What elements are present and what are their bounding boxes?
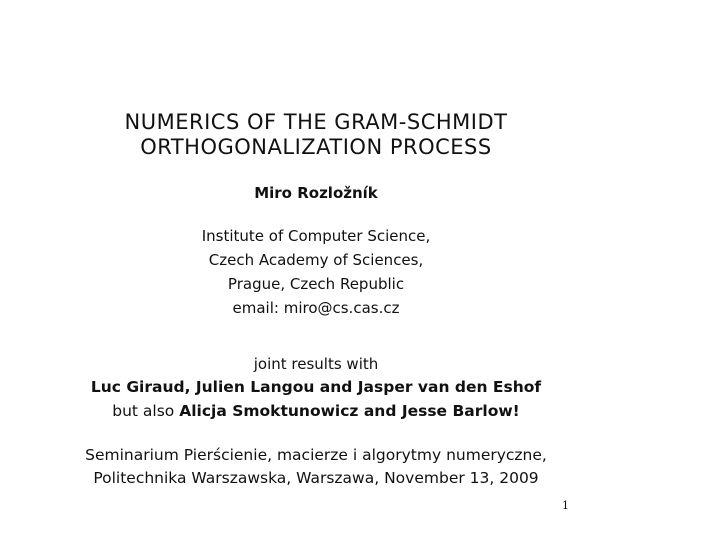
seminar-line-2: Politechnika Warszawska, Warszawa, November 13, 2009 <box>93 469 539 487</box>
affiliation-line-1: Institute of Computer Science, <box>201 227 431 245</box>
also-prefix: but also <box>112 402 175 420</box>
title-line-2: ORTHOGONALIZATION PROCESS <box>140 135 492 159</box>
title-line-1: NUMERICS OF THE GRAM-SCHMIDT <box>124 110 508 134</box>
also-line <box>0 402 632 420</box>
affiliation-line-3: Prague, Czech Republic <box>227 275 405 293</box>
also-names: Alicja Smoktunowicz and Jesse Barlow! <box>179 402 520 420</box>
page-number: 1 <box>562 499 569 512</box>
joint-results-names: Luc Giraud, Julien Langou and Jasper van den Eshof <box>90 378 542 396</box>
joint-results-intro: joint results with <box>253 355 379 373</box>
author-name: Miro Rozložník <box>254 184 378 202</box>
affiliation-email: email: miro@cs.cas.cz <box>232 299 400 317</box>
seminar-line-1: Seminarium Pierścienie, macierze i algorytmy numeryczne, <box>85 446 547 464</box>
affiliation-line-2: Czech Academy of Sciences, <box>208 251 424 269</box>
